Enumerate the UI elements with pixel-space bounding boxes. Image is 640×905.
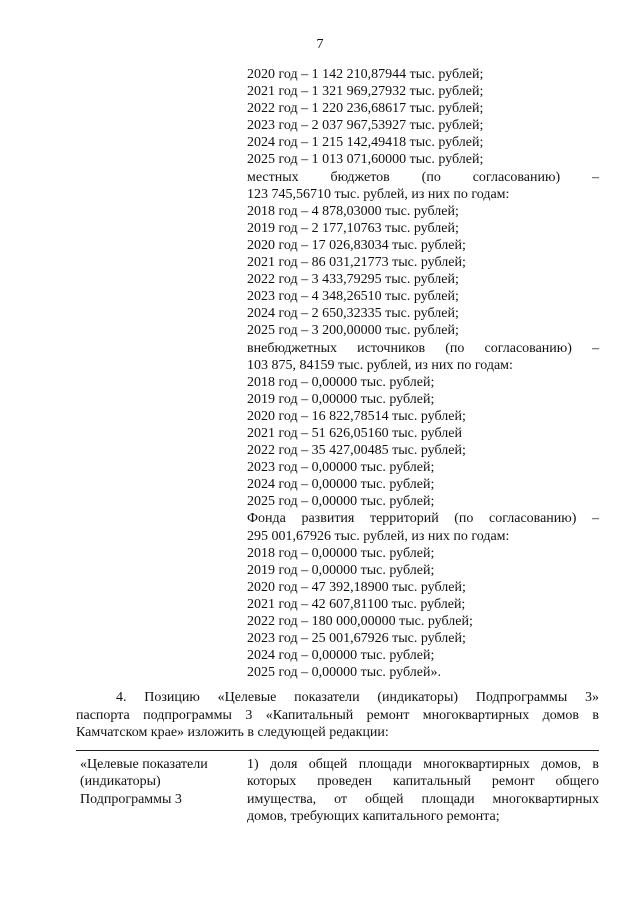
list-line: 2025 год – 0,00000 тыс. рублей». [247,665,441,681]
funding-list [247,66,599,681]
list-line: 2024 год – 0,00000 тыс. рублей; [247,648,435,664]
section-heading-territory-fund: Фонда развития территорий (по согласованию) – [247,511,599,527]
paragraph-line: 4. Позицию «Целевые показатели (индикаторы) Подпрограммы 3» [116,690,599,705]
list-line: 2020 год – 17 026,83034 тыс. рублей; [247,237,466,253]
section-heading-extrabudgetary: внебюджетных источников (по согласованию) – [247,340,599,356]
cell-line: Подпрограммы 3 [80,791,182,807]
cell-line: имущества, от общей площади многоквартирных [247,791,599,807]
list-line: 2025 год – 1 013 071,60000 тыс. рублей; [247,152,484,168]
list-line: 2021 год – 42 607,81100 тыс. рублей; [247,596,466,612]
paragraph-line: Камчатском крае» изложить в следующей редакции: [76,725,389,740]
list-line: 2022 год – 35 427,00485 тыс. рублей; [247,443,466,459]
list-line: 2019 год – 0,00000 тыс. рублей; [247,562,435,578]
list-line: 2021 год – 86 031,21773 тыс. рублей; [247,255,466,271]
cell-line: которых проведен капитальный ремонт общего [247,774,599,790]
cell-line: домов, требующих капитального ремонта; [247,808,500,824]
list-line: 2019 год – 0,00000 тыс. рублей; [247,391,435,407]
list-line: 103 875, 84159 тыс. рублей, из них по годам: [247,357,513,373]
list-line: 2025 год – 0,00000 тыс. рублей; [247,494,435,510]
list-line: 2020 год – 47 392,18900 тыс. рублей; [247,579,466,595]
list-line: 2018 год – 0,00000 тыс. рублей; [247,374,435,390]
list-line: 2019 год – 2 177,10763 тыс. рублей; [247,220,459,236]
table-left-cell [80,756,240,808]
list-line: 123 745,56710 тыс. рублей, из них по годам: [247,186,510,202]
list-line: 2018 год – 0,00000 тыс. рублей; [247,545,435,561]
list-line: 2024 год – 2 650,32335 тыс. рублей; [247,306,459,322]
list-line: 2024 год – 1 215 142,49418 тыс. рублей; [247,135,484,151]
list-line: 2020 год – 1 142 210,87944 тыс. рублей; [247,67,484,82]
list-line: 2018 год – 4 878,03000 тыс. рублей; [247,203,459,219]
page-number: 7 [316,37,324,52]
list-line: 2021 год – 1 321 969,27932 тыс. рублей; [247,84,484,100]
table-right-cell [247,756,599,825]
list-line: 2025 год – 3 200,00000 тыс. рублей; [247,323,459,339]
cell-line: 1) доля общей площади многоквартирных домов, в [247,757,599,772]
amendment-paragraph [76,689,599,742]
list-line: 295 001,67926 тыс. рублей, из них по годам: [247,528,510,544]
cell-line: (индикаторы) [80,774,161,790]
paragraph-line: паспорта подпрограммы 3 «Капитальный ремонт многоквартирных домов в [76,707,599,723]
section-heading-local-budgets: местных бюджетов (по согласованию) – [247,169,599,185]
list-line: 2022 год – 180 000,00000 тыс. рублей; [247,614,473,629]
list-line: 2022 год – 3 433,79295 тыс. рублей; [247,272,459,288]
list-line: 2023 год – 4 348,26510 тыс. рублей; [247,289,459,305]
cell-line: «Целевые показатели [80,757,208,772]
list-line: 2021 год – 51 626,05160 тыс. рублей [247,425,462,441]
list-line: 2020 год – 16 822,78514 тыс. рублей; [247,408,466,424]
list-line: 2024 год – 0,00000 тыс. рублей; [247,477,435,493]
list-line: 2023 год – 25 001,67926 тыс. рублей; [247,631,466,647]
table-top-rule [76,750,599,751]
list-line: 2023 год – 2 037 967,53927 тыс. рублей; [247,118,484,134]
list-line: 2023 год – 0,00000 тыс. рублей; [247,460,435,476]
list-line: 2022 год – 1 220 236,68617 тыс. рублей; [247,101,484,117]
